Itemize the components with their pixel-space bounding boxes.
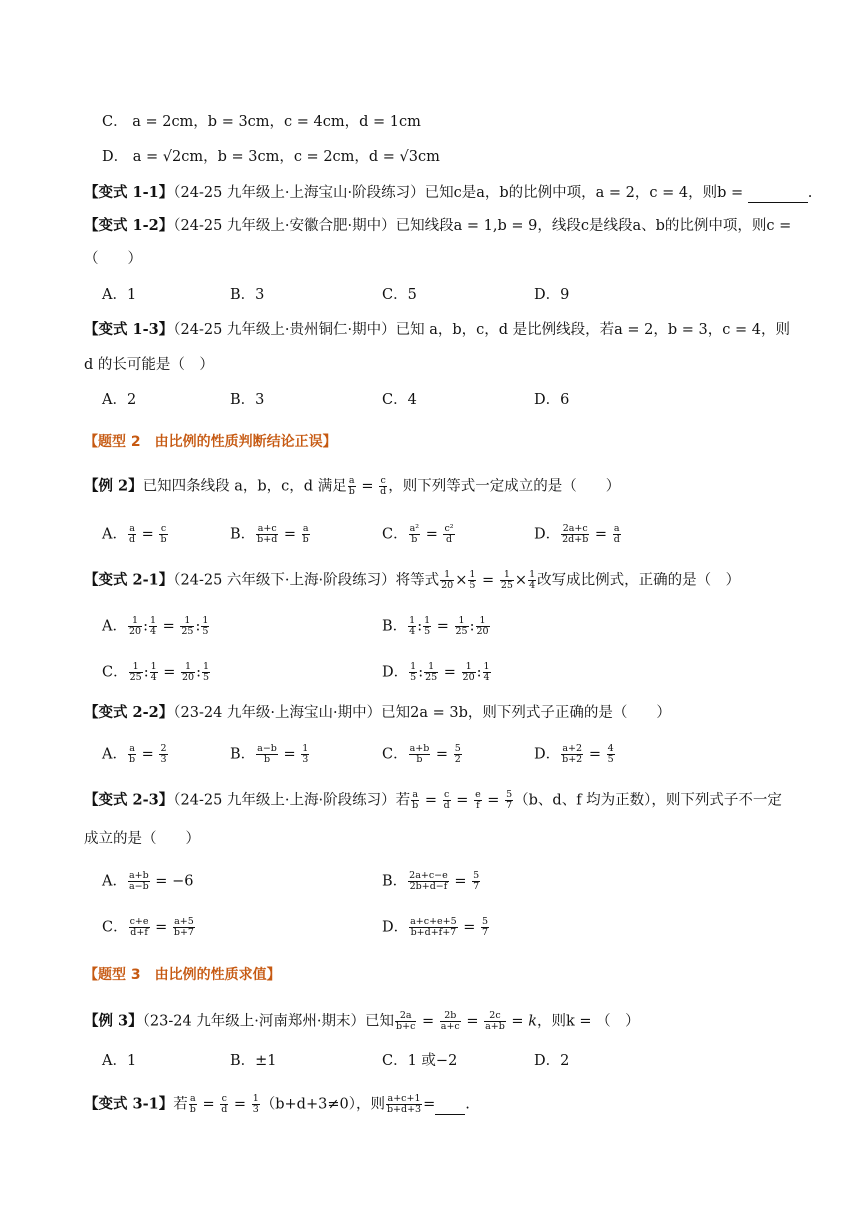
question-text: （24-25 九年级上·上海·阶段练习）若 (173, 792, 411, 809)
option-a[interactable]: A． $\frac{a}{d}$ = $\frac{c}{b}$ (102, 523, 167, 545)
answer-paren: （ ） (84, 251, 142, 267)
question-v31: 【变式 3-1】若 $\frac{a}{b}$ = $\frac{c}{d}$ = $\frac{1}{3}$ （b+d+3≠0），则 $\frac{a+c+1}{b+d+3}$ = . (84, 1093, 470, 1115)
option-b[interactable]: B．3 (230, 287, 265, 303)
question-text: （24-25 九年级上·上海宝山·阶段练习）已知c是a，b的比例中项，a = 2，c = 4，则b = (173, 185, 748, 201)
answer-blank[interactable] (748, 188, 808, 203)
question-v11 (84, 183, 812, 203)
option-d[interactable]: D． $\frac{a+2}{b+2}$ = $\frac{4}{5}$ (534, 743, 614, 765)
option-c-top: C． a = 2cm，b = 3cm，c = 4cm，d = 1cm (102, 114, 421, 130)
question-text: 若 (173, 1096, 188, 1113)
question-text: （24-25 九年级上·贵州铜仁·期中）已知 a，b，c，d 是比例线段，若a = 2，b = 3，c = 4，则 (173, 322, 790, 338)
question-tag: 【例 2】 (84, 477, 143, 495)
question-text: ，则k = （ ） (537, 1013, 640, 1030)
question-text: 已知四条线段 a，b，c，d 满足 (142, 478, 347, 495)
option-c[interactable]: C．4 (382, 392, 417, 408)
option-c[interactable]: C．1 或−2 (382, 1053, 458, 1069)
period: . (807, 185, 813, 201)
option-a[interactable]: A．1 (102, 1053, 137, 1069)
question-tag: 【变式 1-3】 (84, 321, 174, 338)
period: . (465, 1096, 470, 1113)
option-d[interactable]: D．6 (534, 392, 570, 408)
option-a[interactable]: A．1 (102, 287, 137, 303)
question-v12 (84, 216, 791, 236)
option-d[interactable]: D．2 (534, 1053, 570, 1069)
option-d[interactable]: D． $\frac{1}{5}$ : $\frac{1}{25}$ = $\frac{1}{20}$ : $\frac{1}{4}$ (382, 661, 490, 683)
question-e2: 【例 2】已知四条线段 a，b，c，d 满足 $\frac{a}{b}$ = $\frac{c}{d}$ ，则下列等式一定成立的是（ ） (84, 475, 621, 497)
question-text: （24-25 九年级上·安徽合肥·期中）已知线段a = 1,b = 9，线段c是线段a、b的比例中项，则c = (173, 218, 792, 234)
option-a[interactable]: A．2 (102, 392, 137, 408)
option-d-top: D． a = √2cm，b = 3cm，c = 2cm，d = √3cm (102, 149, 440, 165)
question-text: 改写成比例式，正确的是（ ） (537, 572, 741, 589)
option-b[interactable]: B．±1 (230, 1053, 277, 1069)
option-a[interactable]: A． $\frac{a+b}{a-b}$ = −6 (102, 870, 194, 892)
fraction: $\frac{c}{d}$ (380, 475, 387, 497)
question-tag: 【变式 2-3】 (84, 791, 174, 809)
option-a[interactable]: A． $\frac{1}{20}$ : $\frac{1}{4}$ = $\frac{1}{25}$ : $\frac{1}{5}$ (102, 615, 209, 637)
section-heading-3: 【题型 3 由比例的性质求值】 (84, 967, 281, 983)
option-b[interactable]: B． $\frac{2a+c-e}{2b+d-f}$ = $\frac{5}{7}$ (382, 870, 480, 892)
option-c[interactable]: C． $\frac{1}{25}$ : $\frac{1}{4}$ = $\frac{1}{20}$ : $\frac{1}{5}$ (102, 661, 210, 683)
question-text-cont: 成立的是（ ） (84, 831, 200, 847)
question-text-cont: d 的长可能是（ ） (84, 357, 214, 373)
option-c[interactable]: C． $\frac{a+b}{b}$ = $\frac{5}{2}$ (382, 743, 461, 765)
question-tag: 【变式 1-1】 (84, 184, 174, 201)
question-tag: 【变式 1-2】 (84, 217, 174, 234)
section-heading-2: 【题型 2 由比例的性质判断结论正误】 (84, 434, 337, 450)
question-text: （23-24 九年级上·河南郑州·期末）已知 (142, 1013, 395, 1030)
question-v21: 【变式 2-1】（24-25 六年级下·上海·阶段练习）将等式 $\frac{1}{20}$ × $\frac{1}{5}$ = $\frac{1}{25}$ × $\frac{1}{4}$ 改写成比例式，正确的是（ ） (84, 569, 741, 591)
question-text: （b、d、f 均为正数），则下列式子不一定 (514, 792, 782, 809)
question-text: （24-25 六年级下·上海·阶段练习）将等式 (173, 572, 440, 589)
option-d[interactable]: D．9 (534, 287, 570, 303)
question-tag: 【变式 3-1】 (84, 1095, 174, 1113)
question-text: ，则下列等式一定成立的是（ ） (388, 478, 621, 495)
question-v22 (84, 703, 671, 723)
question-v23: 【变式 2-3】（24-25 九年级上·上海·阶段练习）若 $\frac{a}{b}$ = $\frac{c}{d}$ = $\frac{e}{f}$ = $\frac{5}{7}$ （b、d、f 均为正数），则下列式子不一定 (84, 789, 782, 811)
option-c[interactable]: C． $\frac{\text{a²}}{b}$ = $\frac{\text{c²}}{d}$ (382, 523, 454, 545)
option-b[interactable]: B． $\frac{1}{4}$ : $\frac{1}{5}$ = $\frac{1}{25}$ : $\frac{1}{20}$ (382, 615, 489, 637)
question-text: （b+d+3≠0），则 (260, 1096, 385, 1113)
option-b[interactable]: B． $\frac{a+c}{b+d}$ = $\frac{a}{b}$ (230, 523, 309, 545)
option-a[interactable]: A． $\frac{a}{b}$ = $\frac{2}{3}$ (102, 743, 167, 765)
fraction: $\frac{a}{b}$ (348, 475, 355, 497)
option-d[interactable]: D． $\frac{a+c+e+5}{b+d+f+7}$ = $\frac{5}{7}$ (382, 916, 489, 938)
question-text: （23-24 九年级·上海宝山·期中）已知2a = 3b，则下列式子正确的是（ ） (173, 705, 671, 721)
question-tag: 【变式 2-1】 (84, 571, 174, 589)
option-b[interactable]: B． $\frac{a-b}{b}$ = $\frac{1}{3}$ (230, 743, 309, 765)
answer-blank[interactable] (435, 1100, 465, 1115)
option-b[interactable]: B．3 (230, 392, 265, 408)
option-d[interactable]: D． $\frac{2a+c}{2d+b}$ = $\frac{a}{d}$ (534, 523, 620, 545)
question-e3: 【例 3】（23-24 九年级上·河南郑州·期末）已知 $\frac{2a}{b+c}$ = $\frac{2b}{a+c}$ = $\frac{2c}{a+b}$ = k，则k = （ ） (84, 1010, 640, 1032)
question-tag: 【变式 2-2】 (84, 704, 174, 721)
option-c[interactable]: C． $\frac{c+e}{d+f}$ = $\frac{a+5}{b+7}$ (102, 916, 194, 938)
question-tag: 【例 3】 (84, 1012, 143, 1030)
option-c[interactable]: C．5 (382, 287, 417, 303)
question-v13 (84, 320, 790, 340)
